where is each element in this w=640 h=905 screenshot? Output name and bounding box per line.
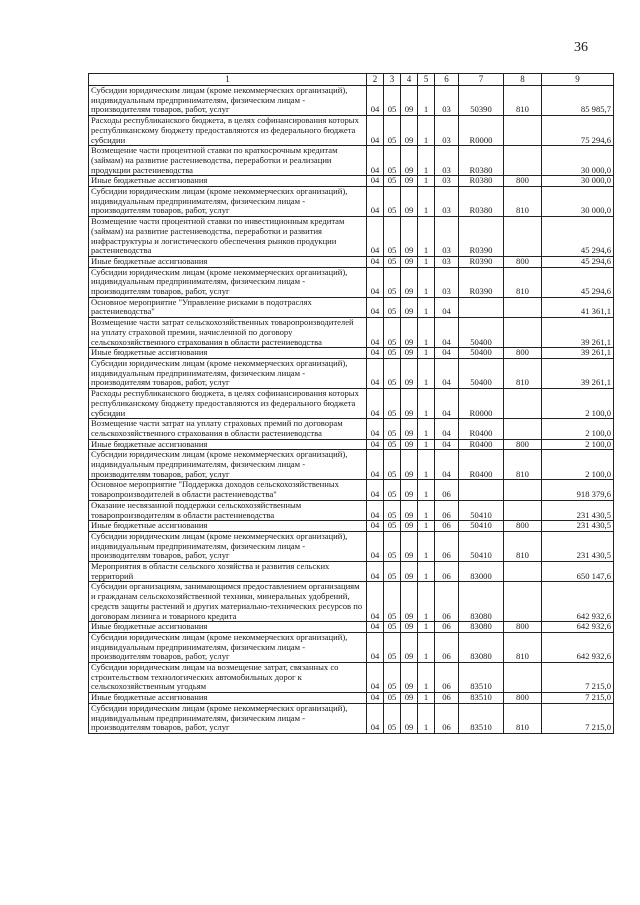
row-code: R0380 xyxy=(459,146,504,176)
budget-table xyxy=(88,73,614,734)
row-name: Расходы республиканского бюджета, в целях софинансирования которых республиканскому бюджету предоставляются из федерального бюджета субсидии xyxy=(89,389,367,419)
row-code: 83510 xyxy=(459,663,504,693)
table-row xyxy=(89,358,614,388)
table-row xyxy=(89,267,614,297)
row-code: 05 xyxy=(384,297,401,317)
row-code: 04 xyxy=(435,358,459,388)
row-code: 09 xyxy=(401,176,418,187)
table-header-row xyxy=(89,74,614,86)
row-code: 06 xyxy=(435,500,459,520)
table-row xyxy=(89,116,614,146)
row-code xyxy=(504,116,542,146)
row-code: 09 xyxy=(401,419,418,439)
row-code: 810 xyxy=(504,358,542,388)
table-row xyxy=(89,86,614,116)
row-code: 05 xyxy=(384,663,401,693)
row-code: 03 xyxy=(435,116,459,146)
row-code: 06 xyxy=(435,582,459,622)
row-code: 1 xyxy=(418,217,435,257)
table-row xyxy=(89,318,614,348)
row-code: 50400 xyxy=(459,348,504,359)
row-code: 05 xyxy=(384,450,401,480)
row-code: 03 xyxy=(435,176,459,187)
row-code: 09 xyxy=(401,187,418,217)
row-code: 05 xyxy=(384,521,401,532)
row-code: 09 xyxy=(401,531,418,561)
row-code: 04 xyxy=(367,297,384,317)
row-code: 09 xyxy=(401,500,418,520)
row-code: 09 xyxy=(401,267,418,297)
row-code: 09 xyxy=(401,318,418,348)
row-code xyxy=(504,663,542,693)
row-code: 810 xyxy=(504,450,542,480)
table-row xyxy=(89,176,614,187)
row-code: 09 xyxy=(401,632,418,662)
row-code: 04 xyxy=(367,521,384,532)
row-code: 04 xyxy=(367,500,384,520)
row-code: 03 xyxy=(435,256,459,267)
row-amount: 30 000,0 xyxy=(542,187,614,217)
row-code: 04 xyxy=(367,256,384,267)
row-code: 1 xyxy=(418,439,435,450)
row-code: 1 xyxy=(418,389,435,419)
row-code: 03 xyxy=(435,146,459,176)
row-name: Иные бюджетные ассигнования xyxy=(89,176,367,187)
row-code: 05 xyxy=(384,622,401,633)
row-amount: 75 294,6 xyxy=(542,116,614,146)
column-header: 5 xyxy=(418,74,435,86)
row-name: Возмещение части затрат сельскохозяйственных товаропроизводителей на уплату страховой премии, начисленной по договору сельскохозяйственного страхования в области растениеводства xyxy=(89,318,367,348)
row-code: 09 xyxy=(401,348,418,359)
table-row xyxy=(89,622,614,633)
row-code: 1 xyxy=(418,256,435,267)
row-code: 04 xyxy=(367,531,384,561)
row-name: Субсидии юридическим лицам на возмещение затрат, связанных со строительством технологических автомобильных дорог к сельскохозяйственным угодьям xyxy=(89,663,367,693)
row-code: 03 xyxy=(435,187,459,217)
table-row xyxy=(89,297,614,317)
row-code: 06 xyxy=(435,521,459,532)
row-code: 06 xyxy=(435,480,459,500)
row-name: Расходы республиканского бюджета, в целях софинансирования которых республиканскому бюджету предоставляются из федерального бюджета субсидии xyxy=(89,116,367,146)
row-code: 05 xyxy=(384,176,401,187)
row-amount: 30 000,0 xyxy=(542,176,614,187)
row-code: 05 xyxy=(384,632,401,662)
table-row xyxy=(89,480,614,500)
row-name: Субсидии юридическим лицам (кроме некоммерческих организаций), индивидуальным предпринимателям, физическим лицам - производителям товаров, работ, услуг xyxy=(89,450,367,480)
row-code: 05 xyxy=(384,146,401,176)
row-amount: 918 379,6 xyxy=(542,480,614,500)
row-name: Основное мероприятие "Управление рисками в подотраслях растениеводства" xyxy=(89,297,367,317)
row-amount: 2 100,0 xyxy=(542,450,614,480)
row-code: 05 xyxy=(384,267,401,297)
row-code: 04 xyxy=(367,267,384,297)
row-code: 04 xyxy=(367,318,384,348)
table-row xyxy=(89,419,614,439)
row-code: 1 xyxy=(418,86,435,116)
row-code: 83510 xyxy=(459,703,504,733)
row-code: 04 xyxy=(367,358,384,388)
table-row xyxy=(89,562,614,582)
row-amount: 39 261,1 xyxy=(542,358,614,388)
row-code: 83080 xyxy=(459,632,504,662)
row-amount: 2 100,0 xyxy=(542,419,614,439)
row-code: 06 xyxy=(435,622,459,633)
row-name: Возмещение части затрат на уплату страховых премий по договорам сельскохозяйственного страхования в области растениеводства xyxy=(89,419,367,439)
row-amount: 39 261,1 xyxy=(542,348,614,359)
row-amount: 2 100,0 xyxy=(542,389,614,419)
row-code: 800 xyxy=(504,693,542,704)
row-code: 83080 xyxy=(459,582,504,622)
row-code: 03 xyxy=(435,267,459,297)
column-header: 9 xyxy=(542,74,614,86)
row-code: 09 xyxy=(401,450,418,480)
row-code: 09 xyxy=(401,86,418,116)
table-row xyxy=(89,663,614,693)
row-code: 83510 xyxy=(459,693,504,704)
row-code: 800 xyxy=(504,348,542,359)
table-body xyxy=(89,86,614,734)
row-code: 05 xyxy=(384,348,401,359)
row-name: Основное мероприятие "Поддержка доходов сельскохозяйственных товаропроизводителей в области растениеводства" xyxy=(89,480,367,500)
row-amount: 231 430,5 xyxy=(542,531,614,561)
row-code: 09 xyxy=(401,521,418,532)
row-name: Иные бюджетные ассигнования xyxy=(89,439,367,450)
row-code: 04 xyxy=(435,389,459,419)
row-code: 810 xyxy=(504,703,542,733)
row-code: 1 xyxy=(418,663,435,693)
row-code: 1 xyxy=(418,531,435,561)
row-code: 1 xyxy=(418,187,435,217)
row-code: 800 xyxy=(504,256,542,267)
row-code: 50390 xyxy=(459,86,504,116)
row-code: 810 xyxy=(504,632,542,662)
row-code: 09 xyxy=(401,297,418,317)
row-code: 05 xyxy=(384,86,401,116)
row-code: 09 xyxy=(401,116,418,146)
table-row xyxy=(89,632,614,662)
row-amount: 41 361,1 xyxy=(542,297,614,317)
row-code: 04 xyxy=(435,318,459,348)
row-name: Иные бюджетные ассигнования xyxy=(89,693,367,704)
row-code xyxy=(504,318,542,348)
row-amount: 642 932,6 xyxy=(542,632,614,662)
row-code: R0380 xyxy=(459,176,504,187)
row-code: 09 xyxy=(401,582,418,622)
row-code: 810 xyxy=(504,531,542,561)
row-code: 1 xyxy=(418,500,435,520)
row-code: 05 xyxy=(384,693,401,704)
row-code: 09 xyxy=(401,439,418,450)
row-code: 1 xyxy=(418,358,435,388)
row-code: 04 xyxy=(367,176,384,187)
row-code: 1 xyxy=(418,622,435,633)
row-code: 05 xyxy=(384,480,401,500)
row-name: Возмещение части процентной ставки по инвестиционным кредитам (займам) на развитие растениеводства, переработки и развития инфраструктуры и логистического обеспечения рынков продукции растениеводства xyxy=(89,217,367,257)
row-code: 06 xyxy=(435,531,459,561)
table-row xyxy=(89,217,614,257)
row-code: 05 xyxy=(384,582,401,622)
row-code: 05 xyxy=(384,358,401,388)
row-code: 1 xyxy=(418,450,435,480)
table-row xyxy=(89,439,614,450)
row-code: 09 xyxy=(401,663,418,693)
row-name: Возмещение части процентной ставки по краткосрочным кредитам (займам) на развитие растениеводства, переработки и реализации продукции растениеводства xyxy=(89,146,367,176)
table-row xyxy=(89,703,614,733)
row-code: 04 xyxy=(367,632,384,662)
row-amount: 45 294,6 xyxy=(542,267,614,297)
row-code: 09 xyxy=(401,146,418,176)
row-code: 1 xyxy=(418,348,435,359)
row-code: R0000 xyxy=(459,389,504,419)
row-code: 04 xyxy=(367,480,384,500)
row-code: 09 xyxy=(401,562,418,582)
column-header: 3 xyxy=(384,74,401,86)
row-name: Субсидии юридическим лицам (кроме некоммерческих организаций), индивидуальным предпринимателям, физическим лицам - производителям товаров, работ, услуг xyxy=(89,86,367,116)
row-code: 1 xyxy=(418,146,435,176)
row-amount: 642 932,6 xyxy=(542,622,614,633)
row-name: Субсидии юридическим лицам (кроме некоммерческих организаций), индивидуальным предпринимателям, физическим лицам - производителям товаров, работ, услуг xyxy=(89,187,367,217)
row-code: 03 xyxy=(435,217,459,257)
row-code: 06 xyxy=(435,632,459,662)
row-code: 05 xyxy=(384,439,401,450)
row-code: 1 xyxy=(418,297,435,317)
row-code: R0000 xyxy=(459,116,504,146)
row-code: 05 xyxy=(384,703,401,733)
table-row xyxy=(89,389,614,419)
row-code: 50400 xyxy=(459,318,504,348)
row-code: 1 xyxy=(418,703,435,733)
row-code: 50400 xyxy=(459,358,504,388)
row-code xyxy=(504,562,542,582)
row-code: 83000 xyxy=(459,562,504,582)
row-code: 09 xyxy=(401,480,418,500)
row-code: R0380 xyxy=(459,187,504,217)
row-code: 05 xyxy=(384,256,401,267)
row-code: 09 xyxy=(401,693,418,704)
row-amount: 231 430,5 xyxy=(542,500,614,520)
row-code xyxy=(459,297,504,317)
table-row xyxy=(89,531,614,561)
table-row xyxy=(89,450,614,480)
row-code: 05 xyxy=(384,318,401,348)
row-code: 1 xyxy=(418,116,435,146)
row-code: R0400 xyxy=(459,439,504,450)
row-name: Мероприятия в области сельского хозяйства и развития сельских территорий xyxy=(89,562,367,582)
row-code: 06 xyxy=(435,663,459,693)
table-row xyxy=(89,521,614,532)
row-code: 1 xyxy=(418,521,435,532)
row-code: 800 xyxy=(504,439,542,450)
row-code: 1 xyxy=(418,582,435,622)
row-code: 05 xyxy=(384,562,401,582)
table-row xyxy=(89,256,614,267)
row-code: 04 xyxy=(367,439,384,450)
row-code: 50410 xyxy=(459,521,504,532)
row-name: Субсидии юридическим лицам (кроме некоммерческих организаций), индивидуальным предпринимателям, физическим лицам - производителям товаров, работ, услуг xyxy=(89,632,367,662)
row-name: Иные бюджетные ассигнования xyxy=(89,622,367,633)
row-code: 05 xyxy=(384,389,401,419)
row-name: Субсидии организациям, занимающимся предоставлением организациям и гражданам сельскохозяйственной техники, минеральных удобрений, средств защиты растений и других материально-технических ресурсов по договорам лизинга и товарного кредита xyxy=(89,582,367,622)
column-header: 6 xyxy=(435,74,459,86)
row-code: 83080 xyxy=(459,622,504,633)
row-code: 04 xyxy=(367,389,384,419)
row-code: 09 xyxy=(401,703,418,733)
row-code: R0390 xyxy=(459,267,504,297)
row-code: 09 xyxy=(401,217,418,257)
row-name: Субсидии юридическим лицам (кроме некоммерческих организаций), индивидуальным предпринимателям, физическим лицам - производителям товаров, работ, услуг xyxy=(89,267,367,297)
row-code: 04 xyxy=(367,419,384,439)
row-code: 04 xyxy=(367,582,384,622)
column-header: 2 xyxy=(367,74,384,86)
row-code: 05 xyxy=(384,500,401,520)
column-header: 1 xyxy=(89,74,367,86)
row-code: 03 xyxy=(435,86,459,116)
row-code: 1 xyxy=(418,562,435,582)
row-amount: 7 215,0 xyxy=(542,693,614,704)
table-row xyxy=(89,693,614,704)
row-code: 04 xyxy=(367,450,384,480)
row-code: 810 xyxy=(504,187,542,217)
row-code: 04 xyxy=(367,663,384,693)
column-header: 7 xyxy=(459,74,504,86)
row-code: 09 xyxy=(401,256,418,267)
table-row xyxy=(89,146,614,176)
row-amount: 85 985,7 xyxy=(542,86,614,116)
row-code: 05 xyxy=(384,187,401,217)
row-code xyxy=(504,500,542,520)
row-code: 04 xyxy=(367,116,384,146)
row-name: Иные бюджетные ассигнования xyxy=(89,521,367,532)
row-amount: 30 000,0 xyxy=(542,146,614,176)
row-code: 04 xyxy=(435,439,459,450)
row-code: 06 xyxy=(435,703,459,733)
row-amount: 2 100,0 xyxy=(542,439,614,450)
table-row xyxy=(89,500,614,520)
row-code: 800 xyxy=(504,622,542,633)
row-amount: 231 430,5 xyxy=(542,521,614,532)
row-code xyxy=(504,389,542,419)
row-name: Субсидии юридическим лицам (кроме некоммерческих организаций), индивидуальным предпринимателям, физическим лицам - производителям товаров, работ, услуг xyxy=(89,703,367,733)
row-code: 810 xyxy=(504,267,542,297)
row-code: 05 xyxy=(384,531,401,561)
row-code: 04 xyxy=(367,348,384,359)
row-name: Иные бюджетные ассигнования xyxy=(89,256,367,267)
row-code: 800 xyxy=(504,176,542,187)
row-name: Иные бюджетные ассигнования xyxy=(89,348,367,359)
row-code: 50410 xyxy=(459,531,504,561)
row-code: 04 xyxy=(367,703,384,733)
row-code: 800 xyxy=(504,521,542,532)
row-amount: 39 261,1 xyxy=(542,318,614,348)
row-code: R0400 xyxy=(459,450,504,480)
row-code: 04 xyxy=(367,693,384,704)
row-code: R0390 xyxy=(459,217,504,257)
row-amount: 45 294,6 xyxy=(542,256,614,267)
row-code: R0400 xyxy=(459,419,504,439)
row-code: 04 xyxy=(367,146,384,176)
row-code xyxy=(459,480,504,500)
row-amount: 650 147,6 xyxy=(542,562,614,582)
table-row xyxy=(89,348,614,359)
row-code: 1 xyxy=(418,693,435,704)
row-code: 09 xyxy=(401,358,418,388)
row-code xyxy=(504,480,542,500)
row-name: Субсидии юридическим лицам (кроме некоммерческих организаций), индивидуальным предпринимателям, физическим лицам - производителям товаров, работ, услуг xyxy=(89,358,367,388)
row-code: 09 xyxy=(401,389,418,419)
row-code: 1 xyxy=(418,419,435,439)
row-code: 05 xyxy=(384,217,401,257)
row-code: 05 xyxy=(384,116,401,146)
row-name: Оказание несвязанной поддержки сельскохозяйственным товаропроизводителям в области растениеводства xyxy=(89,500,367,520)
row-code: 1 xyxy=(418,480,435,500)
row-code: 04 xyxy=(435,419,459,439)
row-code: 04 xyxy=(367,86,384,116)
row-code: 04 xyxy=(367,622,384,633)
row-code: 50410 xyxy=(459,500,504,520)
row-code: 04 xyxy=(435,450,459,480)
row-code xyxy=(504,217,542,257)
row-code: 04 xyxy=(367,562,384,582)
table-row xyxy=(89,187,614,217)
row-code: 1 xyxy=(418,318,435,348)
row-code: 09 xyxy=(401,622,418,633)
row-amount: 7 215,0 xyxy=(542,663,614,693)
row-amount: 642 932,6 xyxy=(542,582,614,622)
row-code: 810 xyxy=(504,86,542,116)
row-code xyxy=(504,297,542,317)
column-header: 8 xyxy=(504,74,542,86)
page-number: 36 xyxy=(574,40,588,55)
table-row xyxy=(89,582,614,622)
row-code: 1 xyxy=(418,632,435,662)
row-code: 1 xyxy=(418,267,435,297)
row-code: 05 xyxy=(384,419,401,439)
column-header: 4 xyxy=(401,74,418,86)
row-code: 04 xyxy=(367,187,384,217)
row-code: 04 xyxy=(435,348,459,359)
row-code xyxy=(504,419,542,439)
row-code: 06 xyxy=(435,562,459,582)
row-code xyxy=(504,146,542,176)
row-amount: 45 294,6 xyxy=(542,217,614,257)
row-code: 1 xyxy=(418,176,435,187)
row-code: 06 xyxy=(435,693,459,704)
row-code: 04 xyxy=(367,217,384,257)
row-name: Субсидии юридическим лицам (кроме некоммерческих организаций), индивидуальным предпринимателям, физическим лицам - производителям товаров, работ, услуг xyxy=(89,531,367,561)
row-code: R0390 xyxy=(459,256,504,267)
row-code xyxy=(504,582,542,622)
row-amount: 7 215,0 xyxy=(542,703,614,733)
row-code: 04 xyxy=(435,297,459,317)
